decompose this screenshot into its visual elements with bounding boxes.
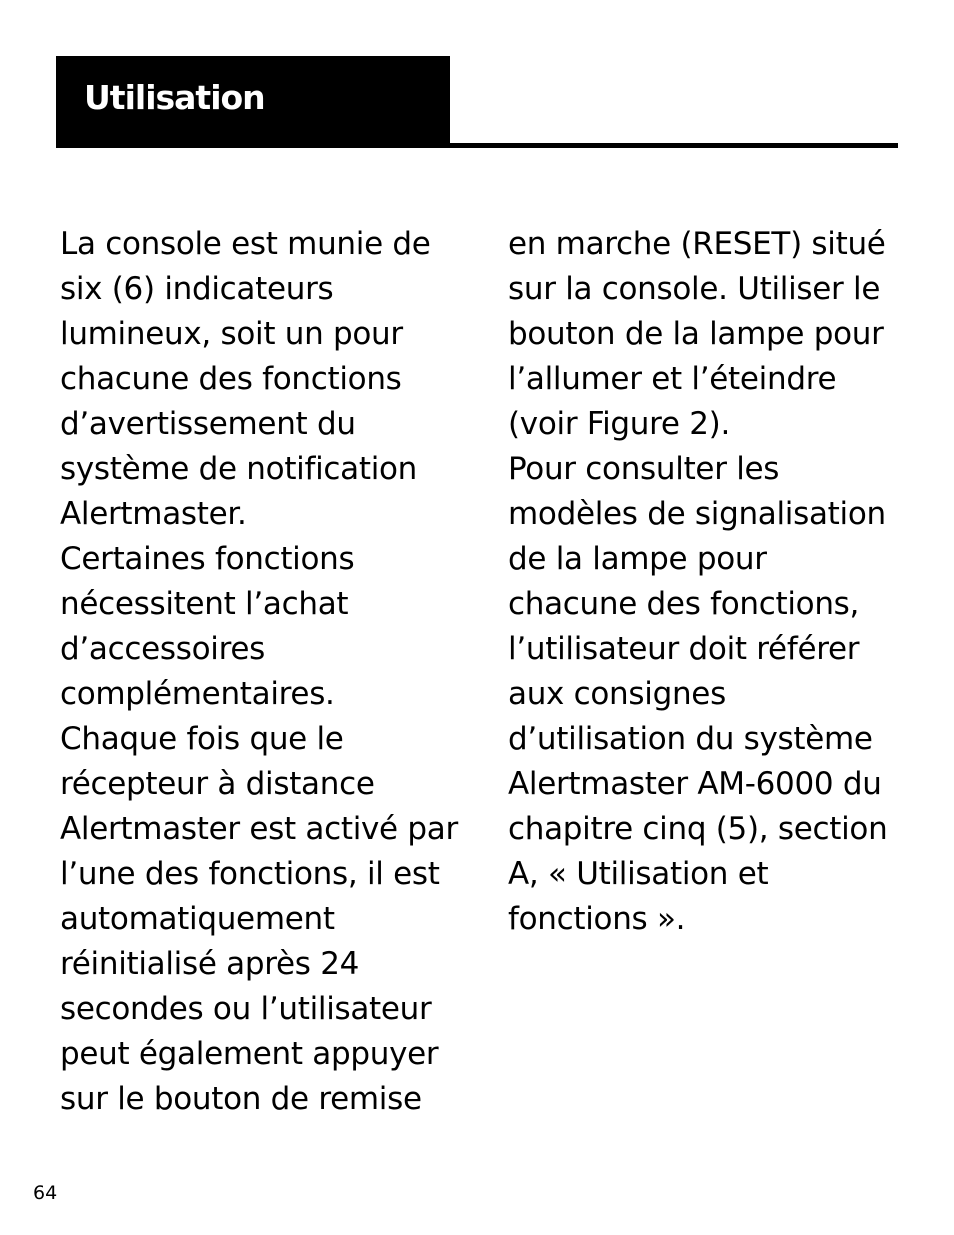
text-line: l’utilisateur doit référer [508,631,860,667]
text-line: chacune des fonctions [60,361,402,397]
text-line: Chaque fois que le [60,721,344,757]
text-line: Alertmaster. [60,496,247,532]
text-line: Pour consulter les [508,451,780,487]
text-line: aux consignes [508,676,726,712]
section-title: Utilisation [84,78,265,117]
text-line: d’accessoires [60,631,265,667]
text-line: six (6) indicateurs [60,271,334,307]
text-line: récepteur à distance [60,766,375,802]
text-line: l’une des fonctions, il est [60,856,440,892]
text-line: A, « Utilisation et [508,856,769,892]
text-line: chapitre cinq (5), section [508,811,888,847]
text-line: nécessitent l’achat [60,586,349,622]
section-header [56,56,450,147]
text-line: Alertmaster AM-6000 du [508,766,882,802]
text-line: bouton de la lampe pour [508,316,884,352]
text-line: sur le bouton de remise [60,1081,422,1117]
header-rule [56,143,898,148]
text-line: chacune des fonctions, [508,586,860,622]
text-line: d’utilisation du système [508,721,873,757]
text-line: peut également appuyer [60,1036,439,1072]
text-line: Certaines fonctions [60,541,355,577]
text-line: Alertmaster est activé par [60,811,458,847]
text-line: (voir Figure 2). [508,406,730,442]
text-line: complémentaires. [60,676,335,712]
text-line: La console est munie de [60,226,431,262]
text-line: système de notification [60,451,418,487]
text-line: de la lampe pour [508,541,767,577]
right-column [508,222,928,942]
text-line: sur la console. Utiliser le [508,271,881,307]
page-number: 64 [33,1182,58,1204]
left-column [60,222,460,1122]
text-line: fonctions ». [508,901,686,937]
text-line: modèles de signalisation [508,496,886,532]
text-line: en marche (RESET) situé [508,226,886,262]
text-line: lumineux, soit un pour [60,316,403,352]
text-line: d’avertissement du [60,406,356,442]
text-line: automatiquement [60,901,335,937]
text-line: secondes ou l’utilisateur [60,991,432,1027]
text-line: réinitialisé après 24 [60,946,360,982]
text-line: l’allumer et l’éteindre [508,361,837,397]
